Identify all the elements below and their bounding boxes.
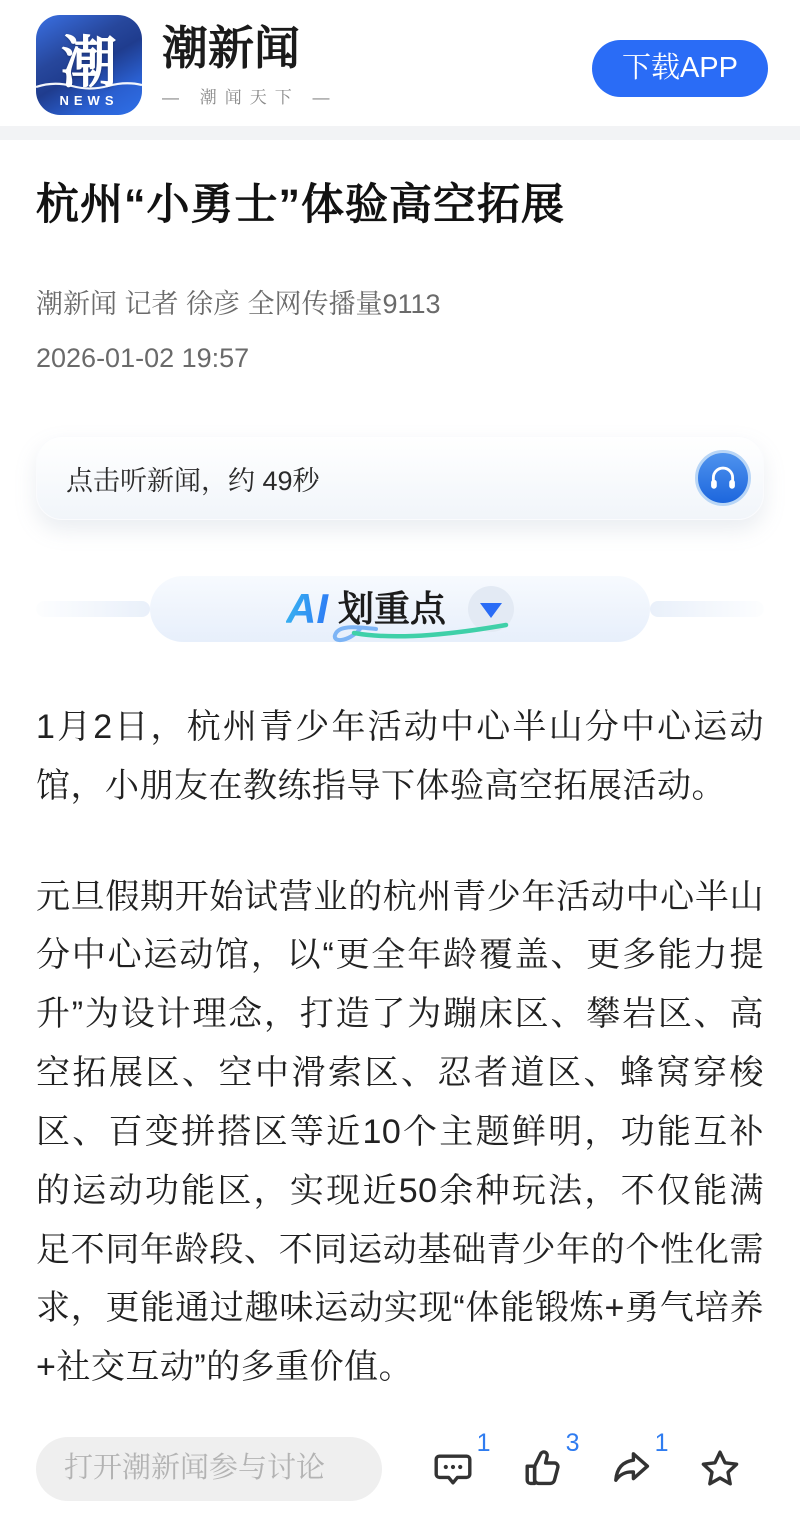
brand-name: 潮新闻 xyxy=(162,22,300,75)
listen-news-label: 点击听新闻，约 49秒 xyxy=(66,465,320,496)
logo-chao-character: 潮 xyxy=(61,31,117,94)
chao-news-logo[interactable] xyxy=(36,15,142,115)
ai-highlight-pill[interactable] xyxy=(150,576,650,642)
like-button[interactable] xyxy=(518,1428,580,1493)
bottom-action-bar xyxy=(36,1428,764,1501)
listen-news-card[interactable] xyxy=(36,436,764,520)
like-count-badge: 3 xyxy=(565,1428,580,1457)
share-count-badge: 1 xyxy=(654,1428,669,1457)
favorite-button[interactable] xyxy=(696,1445,744,1493)
thumbs-up-icon xyxy=(518,1445,566,1493)
divider-line-right xyxy=(650,601,764,617)
ai-highlight-label: 划重点 xyxy=(337,588,446,630)
comment-icon xyxy=(429,1445,477,1493)
article-content xyxy=(0,176,800,520)
comment-button[interactable] xyxy=(429,1428,491,1493)
article-title: 杭州“小勇士”体验高空拓展 xyxy=(36,181,565,229)
paragraph-1: 1月2日，杭州青少年活动中心半山分中心运动馆，小朋友在教练指导下体验高空拓展活动。 xyxy=(36,708,764,805)
play-audio-button[interactable] xyxy=(695,450,751,506)
action-icons xyxy=(408,1428,764,1493)
divider-line-left xyxy=(36,601,150,617)
app-header xyxy=(0,0,800,126)
comment-count-badge: 1 xyxy=(476,1428,491,1457)
header-separator xyxy=(0,126,800,140)
ai-expand-button[interactable] xyxy=(468,586,514,632)
star-icon xyxy=(696,1445,744,1493)
share-button[interactable] xyxy=(607,1428,669,1493)
article-date: 2026-01-02 19:57 xyxy=(36,343,250,374)
ai-logo-text: AI xyxy=(286,588,338,630)
headphones-icon xyxy=(706,461,740,495)
brand-block xyxy=(162,22,337,108)
ai-highlight-divider xyxy=(36,576,764,642)
paragraph-2: 元旦假期开始试营业的杭州青少年活动中心半山分中心运动馆，以“更全年龄覆盖、更多能力提升”为设计理念，打造了为蹦床区、攀岩区、高空拓展区、空中滑索区、忍者道区、蜂窝穿梭区、百变拼搭区等近10个主题鲜明，功能互补的运动功能区，实现近50余种玩法，不仅能满足不同年龄段、不同运动基础青少年的个性化需求，更能通过趣味运动实现“体能锻炼+勇气培养+社交互动”的多重价值。 xyxy=(36,877,764,1387)
logo-news-text: NEWS xyxy=(59,93,119,108)
article-body xyxy=(0,698,800,1397)
chevron-down-icon xyxy=(480,603,502,618)
ai-highlight-label-wrap xyxy=(337,588,446,630)
brand-slogan: — 潮闻天下 — xyxy=(162,87,338,107)
wave-icon xyxy=(36,81,142,91)
share-icon xyxy=(607,1445,655,1493)
download-app-button[interactable]: 下载APP xyxy=(592,40,768,97)
article-byline: 潮新闻 记者 徐彦 全网传播量9113 xyxy=(36,289,441,320)
comment-input[interactable] xyxy=(36,1437,382,1501)
